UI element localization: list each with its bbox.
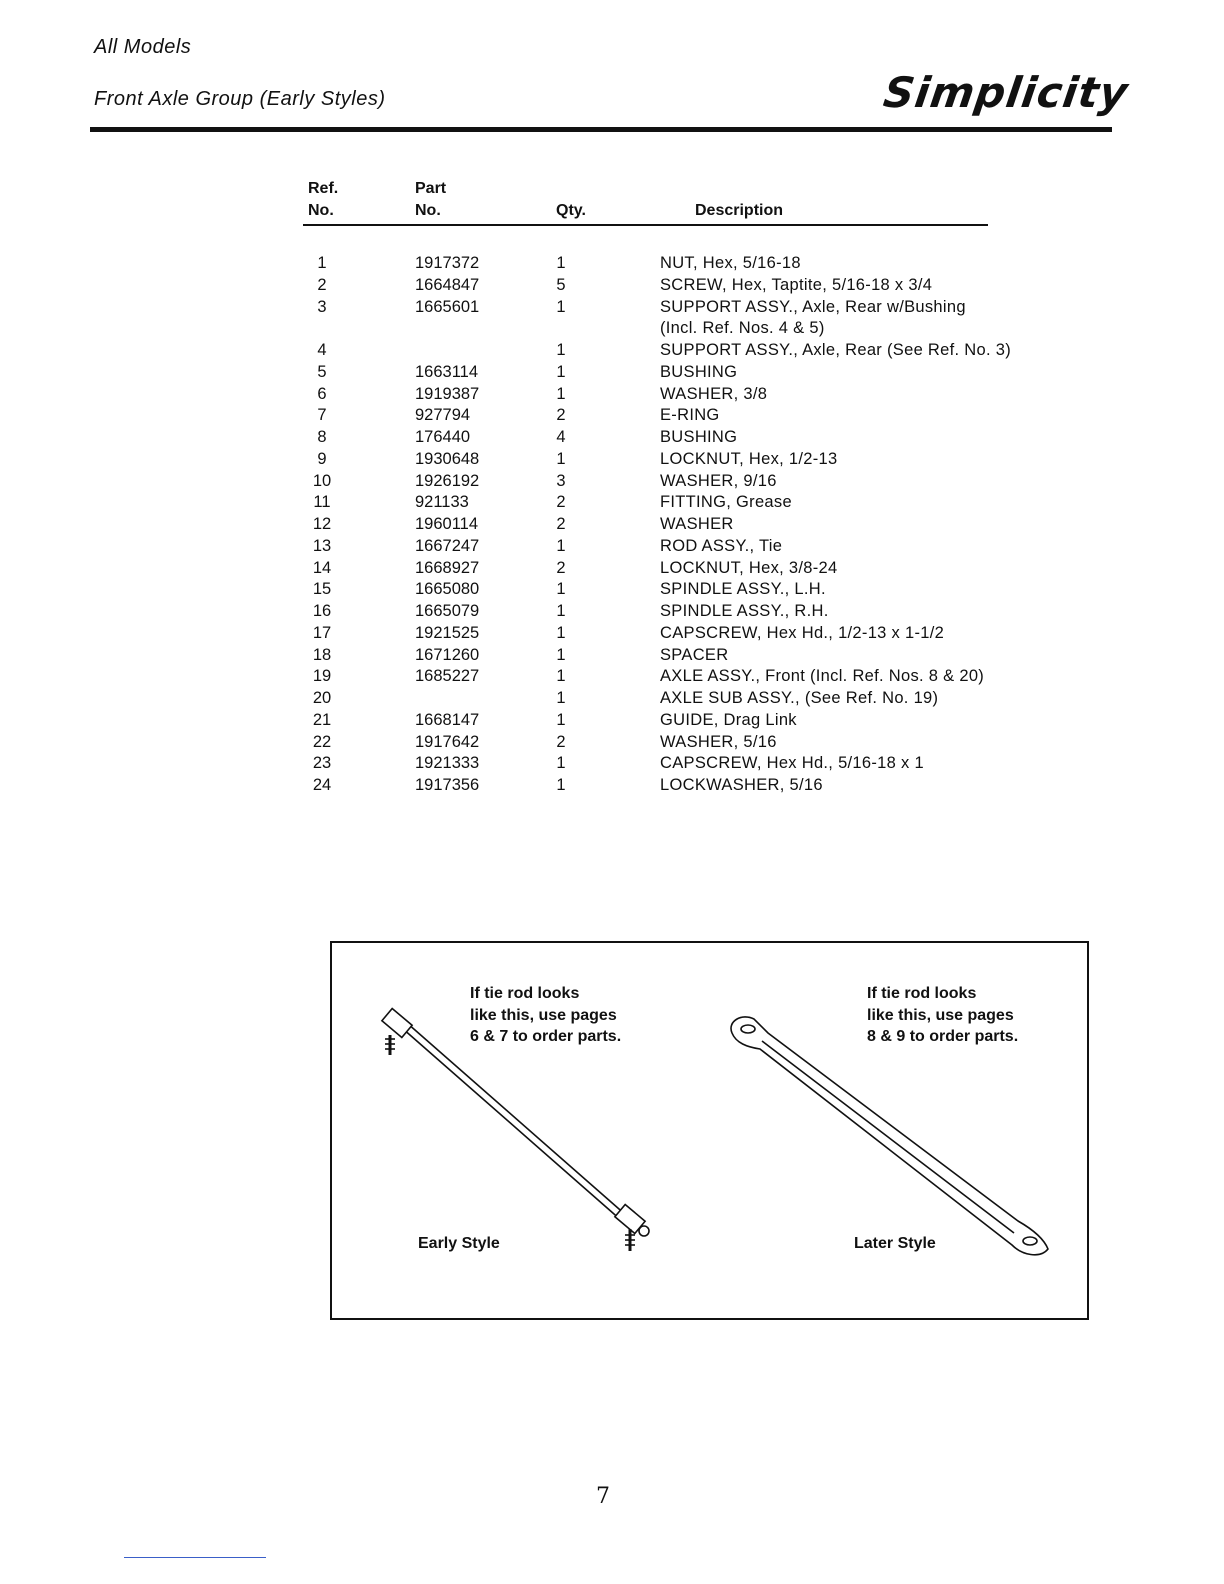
qty-cell: 1 — [556, 623, 566, 642]
description-cell: SCREW, Hex, Taptite, 5/16-18 x 3/4 — [660, 275, 933, 294]
ref-cell: 20 — [312, 689, 332, 707]
description-header: Description — [695, 202, 784, 219]
description-cell: BUSHING — [660, 362, 738, 381]
ref-cell: 24 — [312, 776, 332, 794]
qty-cell: 1 — [556, 362, 566, 381]
description-cell: LOCKNUT, Hex, 3/8-24 — [660, 558, 838, 577]
early-style-note — [470, 983, 621, 1048]
description-cell: AXLE ASSY., Front (Incl. Ref. Nos. 8 & 20) — [660, 667, 985, 686]
qty-cell: 1 — [556, 254, 566, 272]
description-cell: SPACER — [660, 645, 729, 664]
qty-cell: 1 — [556, 689, 566, 707]
description-cell: SPINDLE ASSY., L.H. — [660, 580, 826, 599]
table-row — [0, 558, 1224, 580]
ref-cell: 7 — [317, 406, 327, 425]
qty-cell: 2 — [556, 558, 566, 577]
ref-cell: 17 — [312, 623, 332, 642]
table-row — [0, 405, 1224, 427]
description-line1: SUPPORT ASSY., Axle, Rear w/Bushing — [660, 297, 966, 316]
part-number-cell: 1665080 — [415, 580, 480, 599]
part-header-line1: Part — [415, 180, 447, 197]
table-row — [0, 536, 1224, 558]
later-note-line3: 8 & 9 to order parts. — [867, 1028, 1019, 1045]
manual-subtitle: All Models — [94, 36, 192, 58]
table-row — [0, 623, 1224, 645]
part-number-cell: 1919387 — [415, 384, 480, 403]
qty-cell: 5 — [556, 275, 566, 294]
ref-header-line1: Ref. — [308, 180, 339, 197]
table-row — [0, 753, 1224, 775]
description-cell: WASHER, 9/16 — [660, 471, 777, 490]
ref-cell: 1 — [317, 254, 327, 272]
description-cell: LOCKNUT, Hex, 1/2-13 — [660, 449, 838, 468]
qty-cell: 2 — [556, 732, 566, 751]
description-cell: NUT, Hex, 5/16-18 — [660, 254, 801, 272]
description-cell: CAPSCREW, Hex Hd., 1/2-13 x 1-1/2 — [660, 623, 945, 642]
ref-cell: 23 — [312, 754, 332, 773]
table-row — [0, 732, 1224, 754]
qty-cell: 1 — [556, 384, 566, 403]
part-number-cell: 1930648 — [415, 449, 480, 468]
description-cell: E-RING — [660, 406, 720, 425]
table-row — [0, 384, 1224, 406]
description-cell: WASHER — [660, 515, 734, 533]
later-style-label: Later Style — [854, 1235, 936, 1252]
qty-cell: 1 — [556, 580, 566, 599]
tie-rod-callout — [330, 941, 1089, 1320]
description-cell: CAPSCREW, Hex Hd., 5/16-18 x 1 — [660, 754, 924, 773]
early-note-line3: 6 & 7 to order parts. — [470, 1028, 622, 1045]
table-row — [0, 579, 1224, 601]
qty-cell: 1 — [556, 776, 566, 794]
early-note-line2: like this, use pages — [470, 1006, 617, 1024]
qty-header: Qty. — [556, 202, 586, 219]
qty-cell: 1 — [556, 536, 566, 555]
table-row — [0, 645, 1224, 667]
part-number-cell: 1917642 — [415, 732, 480, 751]
page-number: 7 — [596, 1484, 610, 1509]
part-number-cell: 1671260 — [415, 645, 480, 664]
qty-cell: 4 — [556, 428, 566, 446]
table-row — [0, 492, 1224, 514]
qty-cell: 2 — [556, 515, 566, 533]
ref-cell: 5 — [317, 362, 327, 381]
table-row — [0, 427, 1224, 449]
brand-logo: Simplicity — [880, 68, 1132, 117]
part-number-cell: 1926192 — [415, 471, 480, 490]
table-row — [0, 601, 1224, 623]
ref-cell: 2 — [317, 275, 327, 294]
part-number-cell: 1668147 — [415, 710, 480, 729]
part-number-cell: 1917356 — [415, 776, 480, 794]
table-row — [0, 471, 1224, 493]
ref-cell: 11 — [313, 493, 331, 512]
part-number-cell: 1664847 — [415, 275, 480, 294]
later-note-line2: like this, use pages — [867, 1006, 1014, 1024]
later-note-line1: If tie rod looks — [867, 985, 977, 1002]
part-number-cell: 1921525 — [415, 623, 480, 642]
description-cell: GUIDE, Drag Link — [660, 710, 797, 729]
early-style-label: Early Style — [418, 1235, 500, 1252]
ref-cell: 3 — [317, 297, 327, 316]
part-header — [415, 178, 446, 222]
qty-cell: 1 — [556, 754, 566, 773]
description-cell — [660, 297, 966, 341]
part-number-cell: 1667247 — [415, 536, 480, 555]
qty-cell: 1 — [556, 341, 566, 359]
section-title: Front Axle Group (Early Styles) — [94, 88, 386, 110]
part-number-cell: 921133 — [415, 493, 469, 512]
part-number-cell: 927794 — [415, 406, 471, 425]
ref-cell: 18 — [312, 645, 332, 664]
table-row — [0, 340, 1224, 362]
ref-cell: 16 — [312, 602, 332, 620]
ref-cell: 6 — [317, 384, 327, 403]
table-row — [0, 514, 1224, 536]
ref-cell: 8 — [317, 428, 327, 446]
description-cell: SPINDLE ASSY., R.H. — [660, 602, 829, 620]
later-style-note — [867, 983, 1018, 1048]
description-cell: LOCKWASHER, 5/16 — [660, 776, 823, 794]
table-row — [0, 688, 1224, 710]
ref-cell: 21 — [312, 710, 332, 729]
ref-cell: 10 — [312, 471, 332, 490]
table-row — [0, 666, 1224, 688]
ref-header — [308, 178, 338, 222]
part-number-cell: 1665601 — [415, 297, 480, 316]
table-row — [0, 297, 1224, 341]
part-number-cell: 176440 — [415, 428, 471, 446]
qty-cell: 1 — [556, 449, 566, 468]
part-number-cell: 1663114 — [415, 362, 479, 381]
table-row — [0, 253, 1224, 275]
description-line2: (Incl. Ref. Nos. 4 & 5) — [660, 319, 825, 338]
early-note-line1: If tie rod looks — [470, 985, 580, 1002]
part-number-cell: 1665079 — [415, 602, 480, 620]
ref-cell: 12 — [312, 515, 332, 533]
footer-link-underline — [124, 1557, 266, 1558]
qty-cell: 1 — [556, 645, 566, 664]
part-number-cell: 1685227 — [415, 667, 480, 686]
ref-cell: 9 — [317, 449, 327, 468]
ref-cell: 19 — [312, 667, 332, 686]
table-row — [0, 362, 1224, 384]
parts-table — [0, 253, 1224, 797]
table-header-divider — [303, 224, 988, 226]
qty-cell: 3 — [556, 471, 566, 490]
table-row — [0, 710, 1224, 732]
part-number-cell: 1960114 — [415, 515, 479, 533]
part-number-cell: 1917372 — [415, 254, 480, 272]
qty-cell: 1 — [556, 710, 566, 729]
table-row — [0, 275, 1224, 297]
part-header-line2: No. — [415, 202, 441, 219]
description-cell: AXLE SUB ASSY., (See Ref. No. 19) — [660, 689, 939, 707]
qty-cell: 2 — [556, 493, 566, 512]
qty-cell: 1 — [556, 602, 566, 620]
ref-cell: 13 — [312, 536, 332, 555]
later-style-tie-rod-drawing — [731, 1017, 1048, 1255]
header-divider — [90, 127, 1112, 132]
ref-cell: 22 — [312, 732, 332, 751]
description-cell: WASHER, 5/16 — [660, 732, 777, 751]
qty-cell: 1 — [556, 297, 566, 316]
qty-cell: 2 — [556, 406, 566, 425]
qty-cell: 1 — [556, 667, 566, 686]
description-cell: WASHER, 3/8 — [660, 384, 768, 403]
table-row — [0, 449, 1224, 471]
table-row — [0, 775, 1224, 797]
part-number-cell: 1668927 — [415, 558, 480, 577]
description-cell: BUSHING — [660, 428, 738, 446]
description-cell: SUPPORT ASSY., Axle, Rear (See Ref. No. 3) — [660, 341, 1012, 359]
description-cell: FITTING, Grease — [660, 493, 792, 512]
description-cell: ROD ASSY., Tie — [660, 536, 783, 555]
part-number-cell: 1921333 — [415, 754, 480, 773]
ref-cell: 15 — [312, 580, 332, 599]
ref-header-line2: No. — [308, 202, 334, 219]
ref-cell: 14 — [312, 558, 332, 577]
ref-cell: 4 — [317, 341, 327, 359]
